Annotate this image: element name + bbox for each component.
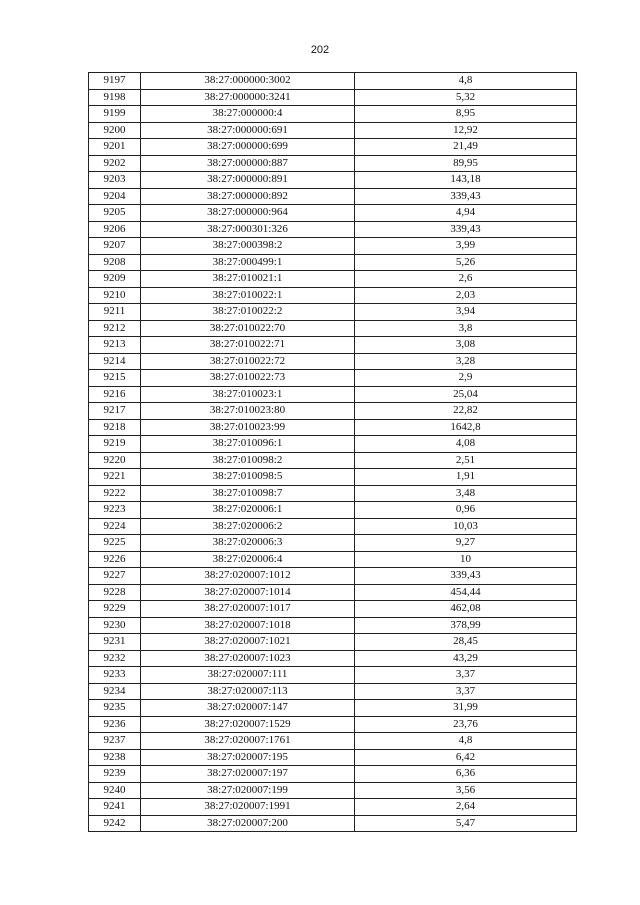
registry-table xyxy=(88,72,577,832)
value-cell: 339,43 xyxy=(355,221,577,238)
row-number-cell: 9242 xyxy=(89,815,141,832)
table-row xyxy=(89,221,577,238)
table-row xyxy=(89,271,577,288)
table-row xyxy=(89,700,577,717)
value-cell: 3,37 xyxy=(355,683,577,700)
cadastral-number-cell: 38:27:000398:2 xyxy=(141,238,355,255)
cadastral-number-cell: 38:27:000301:326 xyxy=(141,221,355,238)
table-row xyxy=(89,601,577,618)
table-row xyxy=(89,683,577,700)
row-number-cell: 9218 xyxy=(89,419,141,436)
value-cell: 454,44 xyxy=(355,584,577,601)
cadastral-number-cell: 38:27:010022:71 xyxy=(141,337,355,354)
value-cell: 3,94 xyxy=(355,304,577,321)
cadastral-number-cell: 38:27:020007:1012 xyxy=(141,568,355,585)
value-cell: 5,47 xyxy=(355,815,577,832)
table-row xyxy=(89,238,577,255)
row-number-cell: 9200 xyxy=(89,122,141,139)
value-cell: 3,28 xyxy=(355,353,577,370)
cadastral-number-cell: 38:27:010098:7 xyxy=(141,485,355,502)
row-number-cell: 9206 xyxy=(89,221,141,238)
value-cell: 22,82 xyxy=(355,403,577,420)
row-number-cell: 9199 xyxy=(89,106,141,123)
row-number-cell: 9201 xyxy=(89,139,141,156)
row-number-cell: 9216 xyxy=(89,386,141,403)
cadastral-number-cell: 38:27:000000:892 xyxy=(141,188,355,205)
registry-table-body xyxy=(89,73,577,832)
row-number-cell: 9208 xyxy=(89,254,141,271)
table-row xyxy=(89,370,577,387)
cadastral-number-cell: 38:27:020007:199 xyxy=(141,782,355,799)
table-row xyxy=(89,139,577,156)
row-number-cell: 9226 xyxy=(89,551,141,568)
row-number-cell: 9227 xyxy=(89,568,141,585)
table-row xyxy=(89,419,577,436)
value-cell: 6,36 xyxy=(355,766,577,783)
value-cell: 3,99 xyxy=(355,238,577,255)
row-number-cell: 9212 xyxy=(89,320,141,337)
table-row xyxy=(89,106,577,123)
row-number-cell: 9214 xyxy=(89,353,141,370)
table-row xyxy=(89,584,577,601)
row-number-cell: 9237 xyxy=(89,733,141,750)
cadastral-number-cell: 38:27:020007:197 xyxy=(141,766,355,783)
table-row xyxy=(89,254,577,271)
row-number-cell: 9229 xyxy=(89,601,141,618)
row-number-cell: 9238 xyxy=(89,749,141,766)
row-number-cell: 9215 xyxy=(89,370,141,387)
value-cell: 4,8 xyxy=(355,733,577,750)
cadastral-number-cell: 38:27:020007:113 xyxy=(141,683,355,700)
cadastral-number-cell: 38:27:010022:70 xyxy=(141,320,355,337)
cadastral-number-cell: 38:27:020006:4 xyxy=(141,551,355,568)
table-row xyxy=(89,172,577,189)
table-row xyxy=(89,667,577,684)
value-cell: 31,99 xyxy=(355,700,577,717)
value-cell: 2,9 xyxy=(355,370,577,387)
table-row xyxy=(89,436,577,453)
row-number-cell: 9207 xyxy=(89,238,141,255)
cadastral-number-cell: 38:27:010022:1 xyxy=(141,287,355,304)
row-number-cell: 9213 xyxy=(89,337,141,354)
table-row xyxy=(89,403,577,420)
table-row xyxy=(89,568,577,585)
value-cell: 89,95 xyxy=(355,155,577,172)
row-number-cell: 9231 xyxy=(89,634,141,651)
row-number-cell: 9230 xyxy=(89,617,141,634)
cadastral-number-cell: 38:27:010022:72 xyxy=(141,353,355,370)
table-row xyxy=(89,551,577,568)
row-number-cell: 9239 xyxy=(89,766,141,783)
table-row xyxy=(89,452,577,469)
row-number-cell: 9220 xyxy=(89,452,141,469)
table-row xyxy=(89,782,577,799)
row-number-cell: 9235 xyxy=(89,700,141,717)
table-row xyxy=(89,617,577,634)
row-number-cell: 9211 xyxy=(89,304,141,321)
value-cell: 5,32 xyxy=(355,89,577,106)
table-row xyxy=(89,337,577,354)
table-row xyxy=(89,749,577,766)
table-row xyxy=(89,73,577,90)
cadastral-number-cell: 38:27:000000:891 xyxy=(141,172,355,189)
table-row xyxy=(89,287,577,304)
value-cell: 2,51 xyxy=(355,452,577,469)
table-row xyxy=(89,89,577,106)
value-cell: 10,03 xyxy=(355,518,577,535)
table-row xyxy=(89,320,577,337)
row-number-cell: 9198 xyxy=(89,89,141,106)
value-cell: 3,37 xyxy=(355,667,577,684)
value-cell: 21,49 xyxy=(355,139,577,156)
table-row xyxy=(89,485,577,502)
value-cell: 43,29 xyxy=(355,650,577,667)
cadastral-number-cell: 38:27:020007:111 xyxy=(141,667,355,684)
table-row xyxy=(89,205,577,222)
value-cell: 8,95 xyxy=(355,106,577,123)
cadastral-number-cell: 38:27:020006:2 xyxy=(141,518,355,535)
table-row xyxy=(89,650,577,667)
row-number-cell: 9205 xyxy=(89,205,141,222)
value-cell: 4,08 xyxy=(355,436,577,453)
cadastral-number-cell: 38:27:000000:691 xyxy=(141,122,355,139)
value-cell: 3,56 xyxy=(355,782,577,799)
row-number-cell: 9223 xyxy=(89,502,141,519)
cadastral-number-cell: 38:27:020007:1991 xyxy=(141,799,355,816)
table-row xyxy=(89,469,577,486)
row-number-cell: 9222 xyxy=(89,485,141,502)
cadastral-number-cell: 38:27:020007:1761 xyxy=(141,733,355,750)
cadastral-number-cell: 38:27:010096:1 xyxy=(141,436,355,453)
cadastral-number-cell: 38:27:010023:80 xyxy=(141,403,355,420)
value-cell: 462,08 xyxy=(355,601,577,618)
value-cell: 3,08 xyxy=(355,337,577,354)
value-cell: 0,96 xyxy=(355,502,577,519)
row-number-cell: 9240 xyxy=(89,782,141,799)
value-cell: 12,92 xyxy=(355,122,577,139)
cadastral-number-cell: 38:27:010098:5 xyxy=(141,469,355,486)
cadastral-number-cell: 38:27:010022:2 xyxy=(141,304,355,321)
table-row xyxy=(89,304,577,321)
row-number-cell: 9203 xyxy=(89,172,141,189)
cadastral-number-cell: 38:27:000000:3002 xyxy=(141,73,355,90)
table-row xyxy=(89,799,577,816)
value-cell: 1642,8 xyxy=(355,419,577,436)
value-cell: 25,04 xyxy=(355,386,577,403)
row-number-cell: 9228 xyxy=(89,584,141,601)
cadastral-number-cell: 38:27:010023:99 xyxy=(141,419,355,436)
table-row xyxy=(89,766,577,783)
value-cell: 4,8 xyxy=(355,73,577,90)
row-number-cell: 9233 xyxy=(89,667,141,684)
cadastral-number-cell: 38:27:010023:1 xyxy=(141,386,355,403)
cadastral-number-cell: 38:27:020007:200 xyxy=(141,815,355,832)
table-row xyxy=(89,634,577,651)
table-row xyxy=(89,502,577,519)
value-cell: 2,03 xyxy=(355,287,577,304)
row-number-cell: 9210 xyxy=(89,287,141,304)
table-row xyxy=(89,518,577,535)
table-row xyxy=(89,353,577,370)
cadastral-number-cell: 38:27:000499:1 xyxy=(141,254,355,271)
row-number-cell: 9202 xyxy=(89,155,141,172)
row-number-cell: 9234 xyxy=(89,683,141,700)
value-cell: 2,6 xyxy=(355,271,577,288)
value-cell: 2,64 xyxy=(355,799,577,816)
cadastral-number-cell: 38:27:010098:2 xyxy=(141,452,355,469)
row-number-cell: 9224 xyxy=(89,518,141,535)
row-number-cell: 9204 xyxy=(89,188,141,205)
cadastral-number-cell: 38:27:000000:964 xyxy=(141,205,355,222)
value-cell: 339,43 xyxy=(355,568,577,585)
row-number-cell: 9241 xyxy=(89,799,141,816)
table-row xyxy=(89,815,577,832)
page-number: 202 xyxy=(310,44,330,56)
value-cell: 378,99 xyxy=(355,617,577,634)
value-cell: 9,27 xyxy=(355,535,577,552)
value-cell: 143,18 xyxy=(355,172,577,189)
row-number-cell: 9221 xyxy=(89,469,141,486)
cadastral-number-cell: 38:27:000000:4 xyxy=(141,106,355,123)
cadastral-number-cell: 38:27:020007:1018 xyxy=(141,617,355,634)
value-cell: 339,43 xyxy=(355,188,577,205)
value-cell: 3,8 xyxy=(355,320,577,337)
value-cell: 10 xyxy=(355,551,577,568)
table-row xyxy=(89,188,577,205)
cadastral-number-cell: 38:27:020007:1017 xyxy=(141,601,355,618)
cadastral-number-cell: 38:27:000000:699 xyxy=(141,139,355,156)
cadastral-number-cell: 38:27:020006:1 xyxy=(141,502,355,519)
row-number-cell: 9217 xyxy=(89,403,141,420)
table-row xyxy=(89,733,577,750)
cadastral-number-cell: 38:27:020007:195 xyxy=(141,749,355,766)
value-cell: 6,42 xyxy=(355,749,577,766)
row-number-cell: 9225 xyxy=(89,535,141,552)
cadastral-number-cell: 38:27:000000:3241 xyxy=(141,89,355,106)
cadastral-number-cell: 38:27:010021:1 xyxy=(141,271,355,288)
row-number-cell: 9197 xyxy=(89,73,141,90)
table-row xyxy=(89,122,577,139)
cadastral-number-cell: 38:27:020007:1014 xyxy=(141,584,355,601)
cadastral-number-cell: 38:27:020007:147 xyxy=(141,700,355,717)
value-cell: 28,45 xyxy=(355,634,577,651)
cadastral-number-cell: 38:27:020007:1023 xyxy=(141,650,355,667)
table-row xyxy=(89,535,577,552)
row-number-cell: 9219 xyxy=(89,436,141,453)
value-cell: 4,94 xyxy=(355,205,577,222)
table-row xyxy=(89,386,577,403)
cadastral-number-cell: 38:27:020007:1529 xyxy=(141,716,355,733)
value-cell: 23,76 xyxy=(355,716,577,733)
cadastral-number-cell: 38:27:020006:3 xyxy=(141,535,355,552)
value-cell: 1,91 xyxy=(355,469,577,486)
cadastral-number-cell: 38:27:010022:73 xyxy=(141,370,355,387)
value-cell: 3,48 xyxy=(355,485,577,502)
row-number-cell: 9209 xyxy=(89,271,141,288)
row-number-cell: 9232 xyxy=(89,650,141,667)
row-number-cell: 9236 xyxy=(89,716,141,733)
cadastral-number-cell: 38:27:020007:1021 xyxy=(141,634,355,651)
value-cell: 5,26 xyxy=(355,254,577,271)
cadastral-number-cell: 38:27:000000:887 xyxy=(141,155,355,172)
table-row xyxy=(89,155,577,172)
table-row xyxy=(89,716,577,733)
